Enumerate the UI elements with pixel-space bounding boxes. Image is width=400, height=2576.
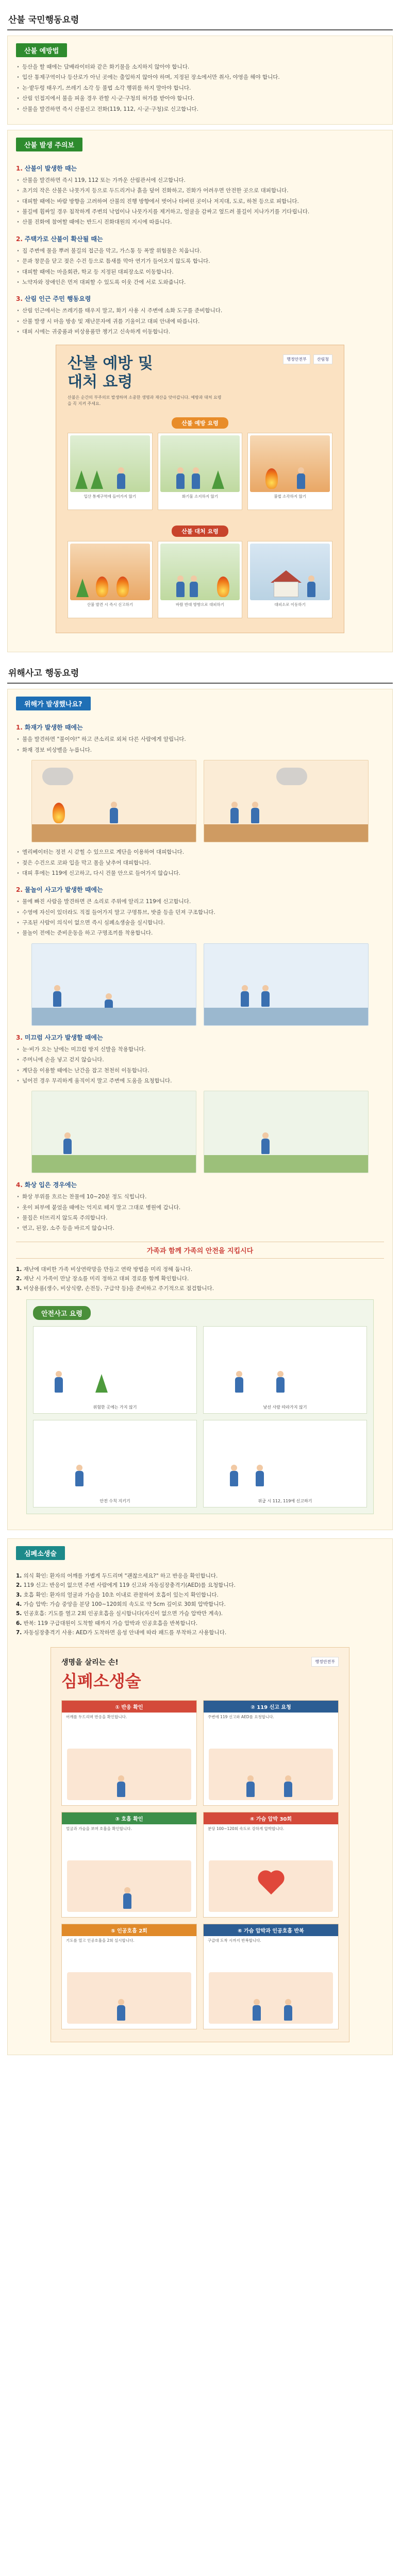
tip-text: 인공호흡: 기도를 열고 2회 인공호흡을 실시합니다(자신이 없으면 가슴 압박만 계속).	[23, 1611, 223, 1617]
list-item: · 계단을 이용할 때에는 난간을 잡고 천천히 이동합니다.	[16, 1066, 384, 1075]
safety-cell	[33, 1326, 197, 1414]
ministry-logo: 행정안전부	[311, 1657, 339, 1667]
prevention-label: 산불 예방법	[16, 43, 67, 57]
poster-band-prevention	[68, 417, 332, 526]
flame-icon	[96, 577, 108, 597]
tip-item	[16, 1619, 384, 1628]
list-item: · 대피할 때에는 바람 방향을 고려하여 산불의 진행 방향에서 벗어나 타버린 곳이나 저지대, 도로, 하천 등으로 피합니다.	[16, 197, 384, 206]
heart-icon	[260, 1872, 281, 1894]
evacuation-illustration	[204, 760, 369, 842]
wildfire-poster	[56, 345, 344, 633]
sub-title	[16, 1180, 384, 1189]
step-desc: 주변에 119 신고와 AED를 요청합니다.	[208, 1714, 274, 1719]
cpr-step-card	[203, 1924, 339, 2029]
cpr-tips	[16, 1571, 384, 1638]
cpr-label: 심폐소생술	[16, 1546, 65, 1560]
cell-caption: 불법 소각하지 않기	[274, 494, 307, 499]
step-desc: 어깨를 두드리며 반응을 확인합니다.	[66, 1714, 127, 1719]
tip-text: 재난에 대비한 가족 비상연락망을 만들고 연락 방법을 미리 정해 둡니다.	[23, 1266, 193, 1273]
list-item: · 문과 창문을 닫고 젖은 수건 등으로 틈새를 막아 연기가 들어오지 않도록 합니다.	[16, 257, 384, 266]
tip-text: 의식 확인: 환자의 어깨를 가볍게 두드리며 "괜찮으세요?" 하고 반응을 확인합니다.	[23, 1572, 218, 1579]
tip-item	[16, 1600, 384, 1609]
illustration-row	[31, 1091, 369, 1173]
tip-item	[16, 1628, 384, 1637]
response-list-3	[16, 306, 384, 336]
person-icon	[229, 1465, 239, 1486]
ground	[204, 824, 368, 842]
step-illustration	[67, 1860, 191, 1912]
person-icon	[284, 1775, 293, 1797]
cell-caption: 위급 시 112, 119에 신고하기	[258, 1498, 312, 1503]
cell-caption: 대피소로 이동하기	[274, 602, 306, 607]
tip-text: 호흡 확인: 환자의 얼굴과 가슴을 10초 이내로 관찰하여 호흡이 있는지 확인합니다.	[23, 1591, 219, 1598]
sub-text: 미끄럼 사고가 발생할 때에는	[24, 1033, 103, 1041]
water-list	[16, 897, 384, 938]
tip-num: 2.	[16, 1276, 22, 1282]
band-label: 산불 예방 요령	[172, 417, 228, 429]
fire-alarm-illustration	[31, 760, 196, 842]
list-item: · 옷이 피부에 붙었을 때에는 억지로 떼지 말고 그대로 병원에 갑니다.	[16, 1203, 384, 1212]
person-icon	[54, 1371, 63, 1393]
sub-num: 1.	[16, 164, 23, 172]
sub-text: 화상 입은 경우에는	[24, 1181, 77, 1189]
list-item: · 대피 시에는 귀중품과 비상용품만 챙기고 신속하게 이동합니다.	[16, 327, 384, 336]
person-icon	[235, 1371, 244, 1393]
person-icon	[246, 1775, 255, 1797]
cpr-step-card	[61, 1700, 197, 1806]
roof-icon	[271, 570, 302, 583]
illustration-row	[31, 760, 369, 842]
list-item: · 수영에 자신이 있더라도 직접 들어가지 말고 구명튜브, 밧줄 등을 던져 구조합니다.	[16, 908, 384, 917]
burning-illustration	[250, 435, 330, 492]
tip-num: 7.	[16, 1630, 22, 1636]
step-label: ⑤ 인공호흡 2회	[62, 1924, 196, 1936]
step-desc: 구급대 도착 시까지 반복합니다.	[208, 1938, 261, 1943]
list-item: · 산불 진화에 참여할 때에는 반드시 진화대원의 지시에 따릅니다.	[16, 217, 384, 227]
tip-item	[16, 1609, 384, 1618]
step-label: ⑥ 가슴 압박과 인공호흡 반복	[204, 1924, 338, 1936]
tip-num: 5.	[16, 1611, 22, 1617]
list-item: · 물에 빠진 사람을 발견하면 큰 소리로 주위에 알리고 119에 신고합니다.	[16, 897, 384, 906]
ground	[32, 824, 196, 842]
lifeguard-illustration	[204, 943, 369, 1026]
poster-cells	[68, 541, 332, 618]
step-label: ② 119 신고 요청	[204, 1701, 338, 1713]
person-icon	[261, 1132, 270, 1154]
sub-title	[16, 164, 384, 173]
list-item: · 산불을 발견하면 즉시 산불신고 전화(119, 112, 시·군·구청)로 신고합니다.	[16, 105, 384, 114]
person-icon	[109, 802, 119, 823]
band-label: 산불 대처 요령	[172, 526, 228, 537]
cell-caption: 안전 수칙 지키기	[99, 1498, 130, 1503]
sub-num: 2.	[16, 886, 23, 894]
water-rescue-illustration	[31, 943, 196, 1026]
tree-icon	[212, 470, 224, 489]
sub-text: 물놀이 사고가 발생한 때에는	[24, 886, 103, 894]
step-label: ③ 호흡 확인	[62, 1812, 196, 1824]
person-icon	[176, 467, 185, 489]
tip-num: 2.	[16, 1582, 22, 1589]
step-label: ④ 가슴 압박 30회	[204, 1812, 338, 1824]
poster-cells	[68, 433, 332, 510]
cpr-steps-grid	[61, 1700, 339, 2029]
tip-item	[16, 1274, 384, 1283]
safety-cell	[203, 1326, 367, 1414]
evacuate-illustration	[160, 544, 240, 600]
tip-num: 1.	[16, 1572, 22, 1579]
poster-title	[68, 354, 153, 392]
tip-num: 6.	[16, 1620, 22, 1626]
person-icon	[296, 467, 306, 489]
flame-icon	[116, 577, 129, 597]
forest-service-logo: 산림청	[313, 354, 332, 364]
poster-logos	[283, 354, 332, 364]
poster-cell	[158, 433, 243, 510]
slip-illustration	[31, 1091, 196, 1173]
person-icon	[189, 575, 198, 597]
cell-caption: 입산 통제구역에 들어가지 않기	[84, 494, 136, 499]
poster-cell	[247, 433, 332, 510]
sub-title	[16, 234, 384, 243]
sub-text: 산림 인근 주민 행동요령	[24, 295, 91, 303]
illustration-row	[31, 943, 369, 1026]
flame-icon	[265, 468, 278, 489]
cpr-poster-title: 심폐소생술	[61, 1671, 141, 1691]
step-illustration	[67, 1972, 191, 2024]
house-icon	[274, 582, 298, 597]
cpr-step-card	[203, 1700, 339, 1806]
stairs-illustration	[204, 1091, 369, 1173]
tree-icon	[95, 1374, 108, 1393]
list-item: · 화재 경보 비상벨을 누릅니다.	[16, 745, 384, 755]
tip-num: 3.	[16, 1285, 22, 1292]
person-icon	[284, 1999, 293, 2021]
safety-poster-title: 안전사고 요령	[33, 1306, 91, 1320]
poster-cell	[158, 541, 243, 618]
person-icon	[75, 1465, 84, 1486]
person-icon	[307, 575, 316, 597]
sub-num: 2.	[16, 235, 23, 243]
list-item: · 산림 인근에서는 쓰레기를 태우지 말고, 화기 사용 시 주변에 소화 도구를 준비합니다.	[16, 306, 384, 315]
list-item: · 넘어진 경우 무리하게 움직이지 말고 주변에 도움을 요청합니다.	[16, 1076, 384, 1086]
cpr-poster-logos	[311, 1657, 339, 1667]
list-item: · 초기의 작은 산불은 나뭇가지 등으로 두드리거나 흙을 덮어 진화하고, 진화가 어려우면 안전한 곳으로 대피합니다.	[16, 186, 384, 195]
sub-text: 화재가 발생한 때에는	[24, 724, 83, 732]
response-label: 산불 발생 주의보	[16, 138, 82, 151]
safety-cell	[33, 1420, 197, 1507]
sub-text: 산불이 발생한 때는	[24, 164, 77, 172]
sub-text: 주택가로 산불이 확산될 때는	[24, 235, 103, 243]
sub-title	[16, 1033, 384, 1042]
tip-item	[16, 1284, 384, 1293]
cpr-poster-header	[61, 1657, 339, 1692]
family-tips	[16, 1265, 384, 1293]
water	[204, 1008, 368, 1025]
step-desc: 얼굴과 가슴을 보며 호흡을 확인합니다.	[66, 1826, 132, 1831]
poster-band-response	[68, 526, 332, 634]
safety-poster-grid	[33, 1326, 367, 1507]
cell-caption: 낯선 사람 따라가지 않기	[263, 1404, 307, 1410]
person-icon	[116, 1775, 126, 1797]
poster-cell	[247, 541, 332, 618]
tip-text: 재난 시 가족이 만날 장소를 미리 정하고 대피 경로를 함께 확인합니다.	[23, 1276, 189, 1282]
fire-list	[16, 735, 384, 755]
hiker-illustration	[160, 435, 240, 492]
person-icon	[123, 1887, 132, 1909]
tree-icon	[75, 470, 88, 489]
sub-title	[16, 885, 384, 894]
person-icon	[63, 1132, 72, 1154]
cell-caption: 위험한 곳에는 가지 않기	[93, 1404, 137, 1410]
cpr-step-card	[203, 1812, 339, 1918]
poster-title-line: 산불 예방 및	[68, 354, 153, 373]
list-item: · 논·밭두렁 태우기, 쓰레기 소각 등 불법 소각 행위를 하지 말아야 합니다.	[16, 83, 384, 93]
person-icon	[252, 1999, 261, 2021]
cpr-poster	[51, 1647, 349, 2042]
cell-caption: 산불 발견 시 즉시 신고하기	[87, 602, 133, 607]
person-icon	[116, 1999, 126, 2021]
list-item: · 구조된 사람이 의식이 없으면 즉시 심폐소생술을 실시합니다.	[16, 918, 384, 927]
list-item: · 대피 후에는 119에 신고하고, 다시 건물 안으로 들어가지 않습니다.	[16, 869, 384, 878]
flame-icon	[217, 577, 229, 597]
fire-list-more	[16, 848, 384, 878]
person-icon	[261, 985, 270, 1007]
person-icon	[255, 1465, 264, 1486]
list-item: · 물집은 터뜨리지 않도록 주의합니다.	[16, 1213, 384, 1223]
safety-poster	[26, 1299, 374, 1514]
tip-item	[16, 1590, 384, 1600]
list-item: · 엘리베이터는 정전 시 갇힐 수 있으므로 계단을 이용하여 대피합니다.	[16, 848, 384, 857]
sub-title	[16, 723, 384, 732]
wildfire-response-box	[7, 130, 393, 653]
list-item: · 물놀이 전에는 준비운동을 하고 구명조끼를 착용합니다.	[16, 928, 384, 938]
step-illustration	[209, 1860, 333, 1912]
poster-note: 산불은 순간의 부주의로 발생하며 소중한 생명과 재산을 앗아갑니다. 예방과 대처 요령을 꼭 지켜 주세요.	[68, 395, 222, 406]
cpr-poster-subtitle: 생명을 살리는 손!	[61, 1658, 119, 1667]
water	[32, 1008, 196, 1025]
person-icon	[240, 985, 249, 1007]
cpr-box	[7, 1538, 393, 2055]
step-illustration	[67, 1749, 191, 1800]
list-item: · 산림 인접지에서 불을 피울 경우 관할 시·군·구청의 허가를 받아야 합니다.	[16, 94, 384, 103]
sub-num: 4.	[16, 1181, 23, 1189]
person-icon	[191, 467, 201, 489]
forest-illustration	[70, 435, 150, 492]
person-icon	[176, 575, 185, 597]
poster-header	[56, 345, 344, 392]
tip-item	[16, 1571, 384, 1581]
tip-num: 1.	[16, 1266, 22, 1273]
list-item: · 눈·비가 오는 날에는 미끄럼 방지 신발을 착용합니다.	[16, 1045, 384, 1054]
section-heading-accidents: 위해사고 행동요령	[7, 658, 393, 684]
tip-text: 비상용품(생수, 비상식량, 손전등, 구급약 등)을 준비하고 주기적으로 점검합니다.	[23, 1285, 214, 1292]
poster-cell	[68, 433, 153, 510]
person-icon	[116, 467, 126, 489]
sub-num: 3.	[16, 295, 23, 303]
list-item: · 산불을 발견하면 즉시 119, 112 또는 가까운 산림관서에 신고합니다.	[16, 176, 384, 185]
tip-num: 4.	[16, 1601, 22, 1607]
poster-title-line: 대처 요령	[68, 373, 133, 392]
person-icon	[276, 1371, 285, 1393]
list-item: · 젖은 수건으로 코와 입을 막고 몸을 낮추어 대피합니다.	[16, 858, 384, 868]
list-item: · 불길에 휩싸일 경우 침착하게 주변의 낙엽이나 나뭇가지를 제거하고, 얼굴을 감싸고 엎드려 불길이 지나가기를 기다립니다.	[16, 207, 384, 216]
tip-text: 반복: 119 구급대원이 도착할 때까지 가슴 압박과 인공호흡을 반복합니다.	[23, 1620, 198, 1626]
list-item: · 연고, 된장, 소주 등을 바르지 않습니다.	[16, 1224, 384, 1233]
response-list-2	[16, 246, 384, 287]
cell-caption: 바람 반대 방향으로 대피하기	[175, 602, 225, 607]
list-item: · 등산을 할 때에는 담배라이터와 같은 화기물을 소지하지 않아야 합니다.	[16, 62, 384, 72]
list-item: · 입산 통제구역이나 등산로가 아닌 곳에는 출입하지 않아야 하며, 지정된 장소에서만 취사, 야영을 해야 합니다.	[16, 73, 384, 82]
tip-item	[16, 1265, 384, 1274]
tip-text: 가슴 압박: 가슴 중앙을 분당 100~120회의 속도로 약 5cm 깊이로 30회 압박합니다.	[23, 1601, 226, 1607]
sub-num: 3.	[16, 1033, 23, 1041]
sub-num: 1.	[16, 724, 23, 732]
safety-cell	[203, 1420, 367, 1507]
wildfire-box	[7, 36, 393, 125]
family-caption: 가족과 함께 가족의 안전을 지킵시다	[16, 1242, 384, 1259]
cpr-step-card	[61, 1924, 197, 2029]
slip-list	[16, 1045, 384, 1086]
list-item: · 화상 부위를 흐르는 찬물에 10~20분 정도 식힙니다.	[16, 1192, 384, 1201]
cell-caption: 화기물 소지하지 않기	[182, 494, 218, 499]
step-desc: 기도를 열고 인공호흡을 2회 실시합니다.	[66, 1938, 135, 1943]
smoke-icon	[42, 768, 73, 785]
ground	[32, 1155, 196, 1173]
tree-icon	[91, 470, 103, 489]
help-label: 위해가 발생했나요?	[16, 697, 91, 710]
shelter-illustration	[250, 544, 330, 600]
tip-num: 3.	[16, 1591, 22, 1598]
step-illustration	[209, 1749, 333, 1800]
tip-text: 119 신고: 반응이 없으면 주변 사람에게 119 신고와 자동심장충격기(AED)를 요청합니다.	[23, 1582, 236, 1589]
list-item: · 노약자와 장애인은 먼저 대피할 수 있도록 이웃 간에 서로 도와줍니다.	[16, 278, 384, 287]
person-icon	[230, 802, 239, 823]
flame-icon	[53, 803, 65, 823]
person-icon	[251, 802, 260, 823]
step-label: ① 반응 확인	[62, 1701, 196, 1713]
accident-box	[7, 689, 393, 1530]
burn-list	[16, 1192, 384, 1233]
list-item: · 산불 발생 시 마을 방송 및 재난문자에 귀를 기울이고 대피 안내에 따릅니다.	[16, 317, 384, 326]
person-icon	[53, 985, 62, 1007]
cpr-step-card	[61, 1812, 197, 1918]
ministry-logo: 행정안전부	[283, 354, 310, 364]
tip-text: 자동심장충격기 사용: AED가 도착하면 음성 안내에 따라 패드를 부착하고 사용합니다.	[23, 1630, 227, 1636]
list-item: · 대피할 때에는 마을회관, 학교 등 지정된 대피장소로 이동합니다.	[16, 267, 384, 277]
poster-cell	[68, 541, 153, 618]
tree-icon	[76, 579, 89, 597]
step-desc: 분당 100~120회 속도로 강하게 압박합니다.	[208, 1826, 285, 1831]
prevention-list	[16, 62, 384, 114]
tip-item	[16, 1581, 384, 1590]
list-item: · 불을 발견하면 "불이야!" 하고 큰소리로 외쳐 다른 사람에게 알립니다.	[16, 735, 384, 744]
step-illustration	[209, 1972, 333, 2024]
response-list-1	[16, 176, 384, 227]
ground	[204, 1155, 368, 1173]
list-item: · 집 주변에 물을 뿌려 불길의 접근을 막고, 가스통 등 폭발 위험물은 치웁니다.	[16, 246, 384, 256]
sub-title	[16, 294, 384, 303]
smoke-icon	[276, 768, 307, 785]
wildfire-illustration	[70, 544, 150, 600]
list-item: · 주머니에 손을 넣고 걷지 않습니다.	[16, 1055, 384, 1064]
section-heading-wildfire: 산불 국민행동요령	[7, 5, 393, 30]
